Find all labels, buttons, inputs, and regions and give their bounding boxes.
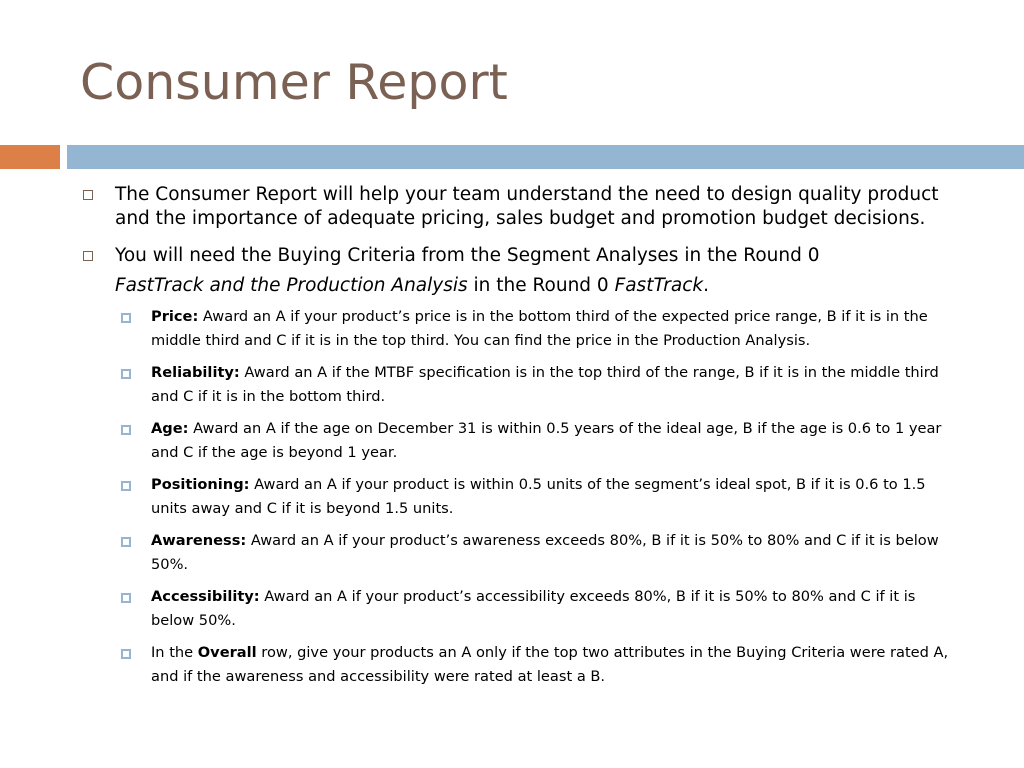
criterion-text: Award an A if your product is within 0.5 units of the segment’s ideal spot, B if it is 0.6 to 1.5 units away and C if it is beyond 1.5 units. <box>151 476 926 517</box>
sub-bullet-positioning <box>120 473 960 521</box>
hollow-square-bullet-icon <box>83 251 93 261</box>
bullet-text: You will need the Buying Criteria from the Segment Analyses in the Round 0 <box>115 245 820 266</box>
sub-bullet-accessibility <box>120 585 960 633</box>
accent-bar <box>0 145 60 169</box>
sub-bullet-age <box>120 417 960 465</box>
square-bullet-icon <box>121 593 131 603</box>
sub-bullet-awareness <box>120 529 960 577</box>
square-bullet-icon <box>121 313 131 323</box>
criterion-label: Overall <box>197 644 257 661</box>
square-bullet-icon <box>121 481 131 491</box>
criterion-label: Price: <box>151 308 199 325</box>
criterion-label: Positioning: <box>151 476 250 493</box>
criterion-text: Award an A if your product’s price is in the bottom third of the expected price range, B if it is in the middle third and C if it is in the top third. You can find the price in the Production Analysis. <box>151 308 928 349</box>
sub-bullet-reliability <box>120 361 960 409</box>
hollow-square-bullet-icon <box>83 190 93 200</box>
criterion-text: row, give your products an A only if the top two attributes in the Buying Criteria were rated A, and if the awareness and accessibility were rated at least a B. <box>151 644 949 685</box>
criterion-label: Awareness: <box>151 532 247 549</box>
criterion-text: Award an A if your product’s awareness exceeds 80%, B if it is 50% to 80% and C if it is below 50%. <box>151 532 939 573</box>
title-rule-bar <box>67 145 1024 169</box>
sub-bullet-overall <box>120 641 960 689</box>
square-bullet-icon <box>121 649 131 659</box>
bullet-text-italic: FastTrack <box>614 275 704 296</box>
square-bullet-icon <box>121 537 131 547</box>
criterion-label: Accessibility: <box>151 588 260 605</box>
bullet-consumer-report <box>80 183 960 231</box>
criterion-prefix: In the <box>151 644 198 661</box>
square-bullet-icon <box>121 425 131 435</box>
criterion-text: Award an A if the MTBF specification is in the top third of the range, B if it is in the middle third and C if it is in the bottom third. <box>151 364 939 405</box>
criterion-text: Award an A if the age on December 31 is within 0.5 years of the ideal age, B if the age is 0.6 to 1 year and C if the age is beyond 1 year. <box>151 420 942 461</box>
bullet-text: The Consumer Report will help your team understand the need to design quality product and the importance of adequate pricing, sales budget and promotion budget decisions. <box>115 184 939 229</box>
criterion-label: Reliability: <box>151 364 240 381</box>
criterion-label: Age: <box>151 420 189 437</box>
slide-content <box>80 183 960 697</box>
sub-bullet-price <box>120 305 960 353</box>
square-bullet-icon <box>121 369 131 379</box>
bullet-text-italic: FastTrack and the Production Analysis <box>115 275 468 296</box>
criterion-text: Award an A if your product’s accessibility exceeds 80%, B if it is 50% to 80% and C if it is below 50%. <box>151 588 916 629</box>
bullet-text: in the Round 0 <box>467 275 615 296</box>
bullet-text: . <box>703 275 710 296</box>
slide-title: Consumer Report <box>80 54 508 111</box>
bullet-buying-criteria <box>80 241 960 301</box>
